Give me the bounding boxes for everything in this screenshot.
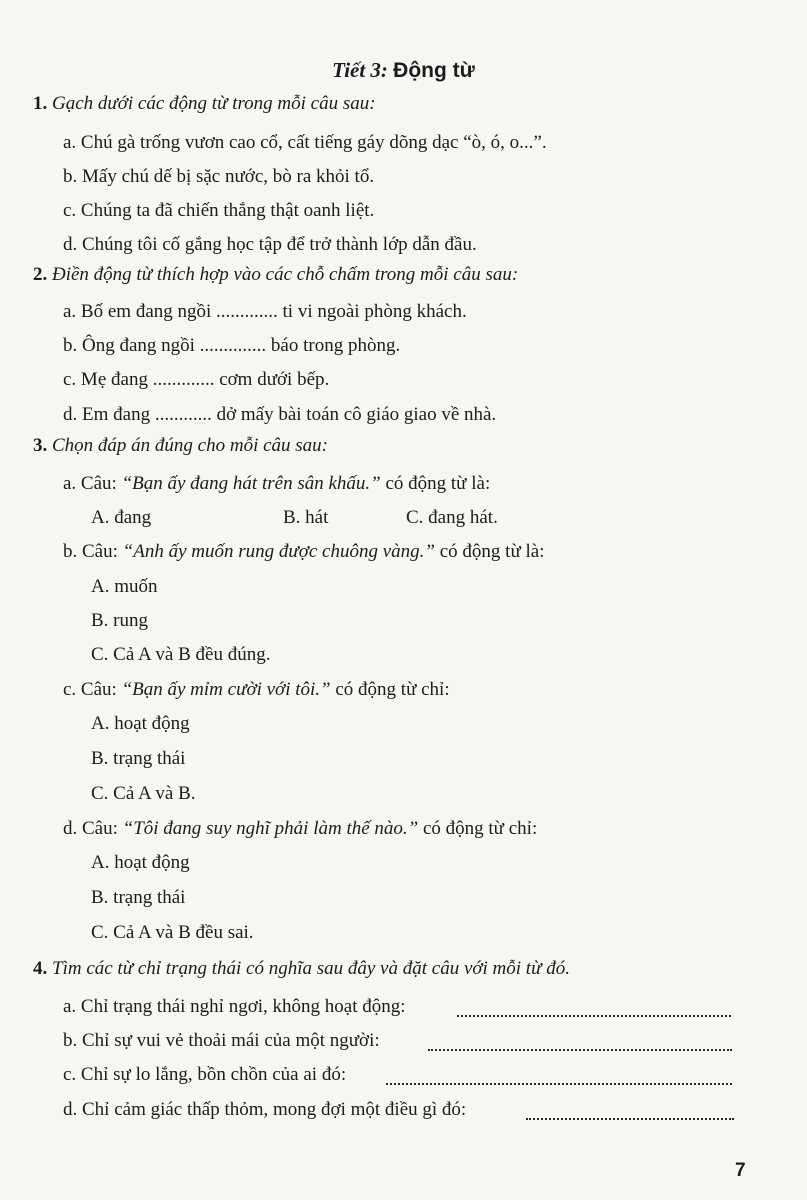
item-prefix: b. Câu:	[63, 541, 123, 562]
q2-item-d[interactable]: d. Em đang ............ dở mấy bài toán cô giáo giao về nhà.	[63, 404, 497, 425]
quoted-sentence: “Bạn ấy mỉm cười với tôi.”	[121, 679, 331, 700]
q4-item-c: c. Chỉ sự lo lắng, bồn chồn của ai đó:	[63, 1064, 347, 1085]
q4c-answer-line[interactable]	[386, 1083, 732, 1085]
q3-item-b	[63, 540, 545, 564]
q3b-option-b[interactable]: B. rung	[91, 610, 148, 631]
q3c-option-b[interactable]: B. trạng thái	[91, 748, 186, 769]
item-prefix: c. Câu:	[63, 679, 122, 700]
lesson-label: Tiết 3:	[332, 58, 388, 82]
question-text: Tìm các từ chỉ trạng thái có nghĩa sau đây và đặt câu với mỗi từ đó.	[52, 958, 570, 979]
q3d-option-c[interactable]: C. Cả A và B đều sai.	[91, 922, 254, 943]
q4a-answer-line[interactable]	[457, 1015, 731, 1017]
question-3	[33, 434, 328, 458]
q1-item-a: a. Chú gà trống vươn cao cổ, cất tiếng gáy dõng dạc “ò, ó, o...”.	[63, 132, 547, 153]
q4-item-b: b. Chỉ sự vui vẻ thoải mái của một người:	[63, 1030, 380, 1051]
question-number: 3.	[33, 435, 48, 456]
q3d-option-a[interactable]: A. hoạt động	[91, 852, 190, 873]
quoted-sentence: “Tôi đang suy nghĩ phải làm thế nào.”	[122, 818, 419, 839]
q4-item-d: d. Chỉ cảm giác thấp thỏm, mong đợi một điều gì đó:	[63, 1099, 467, 1120]
q1-item-d: d. Chúng tôi cố gắng học tập để trở thành lớp dẫn đầu.	[63, 234, 477, 255]
q3a-option-b[interactable]: B. hát	[283, 507, 329, 528]
q1-item-c: c. Chúng ta đã chiến thắng thật oanh liệt.	[63, 200, 375, 221]
q4-item-a: a. Chỉ trạng thái nghỉ ngơi, không hoạt động:	[63, 996, 406, 1017]
item-suffix: có động từ chỉ:	[330, 679, 450, 700]
question-text: Điền động từ thích hợp vào các chỗ chấm trong mỗi câu sau:	[52, 264, 519, 285]
q3a-option-a[interactable]: A. đang	[91, 507, 152, 528]
q3-item-d	[63, 817, 537, 841]
question-number: 1.	[33, 93, 48, 114]
q3c-option-c[interactable]: C. Cả A và B.	[91, 783, 196, 804]
q2-item-b[interactable]: b. Ông đang ngồi .............. báo trong phòng.	[63, 335, 401, 356]
question-1	[33, 92, 376, 116]
q3-item-c	[63, 678, 450, 702]
item-prefix: d. Câu:	[63, 818, 123, 839]
q2-item-a[interactable]: a. Bố em đang ngồi ............. ti vi ngoài phòng khách.	[63, 301, 467, 322]
q1-item-b: b. Mấy chú dế bị sặc nước, bò ra khỏi tổ.	[63, 166, 375, 187]
quoted-sentence: “Bạn ấy đang hát trên sân khấu.”	[121, 473, 381, 494]
lesson-topic: Động từ	[393, 59, 475, 82]
quoted-sentence: “Anh ấy muốn rung được chuông vàng.”	[122, 541, 435, 562]
item-suffix: có động từ là:	[434, 541, 545, 562]
q3b-option-a[interactable]: A. muốn	[91, 576, 158, 597]
item-suffix: có động từ chỉ:	[418, 818, 538, 839]
q2-item-c[interactable]: c. Mẹ đang ............. cơm dưới bếp.	[63, 369, 330, 390]
item-prefix: a. Câu:	[63, 473, 122, 494]
q3d-option-b[interactable]: B. trạng thái	[91, 887, 186, 908]
q4b-answer-line[interactable]	[428, 1049, 732, 1051]
page-title	[0, 58, 807, 83]
q3a-option-c[interactable]: C. đang hát.	[406, 507, 498, 528]
question-2	[33, 263, 518, 287]
q3c-option-a[interactable]: A. hoạt động	[91, 713, 190, 734]
q4d-answer-line[interactable]	[526, 1118, 734, 1120]
question-text: Gạch dưới các động từ trong mỗi câu sau:	[52, 93, 376, 114]
q3-item-a	[63, 472, 490, 496]
question-number: 2.	[33, 264, 48, 285]
question-text: Chọn đáp án đúng cho mỗi câu sau:	[52, 435, 329, 456]
page-number: 7	[735, 1160, 746, 1181]
question-number: 4.	[33, 958, 48, 979]
q3b-option-c[interactable]: C. Cả A và B đều đúng.	[91, 644, 271, 665]
question-4	[33, 957, 570, 981]
item-suffix: có động từ là:	[380, 473, 491, 494]
